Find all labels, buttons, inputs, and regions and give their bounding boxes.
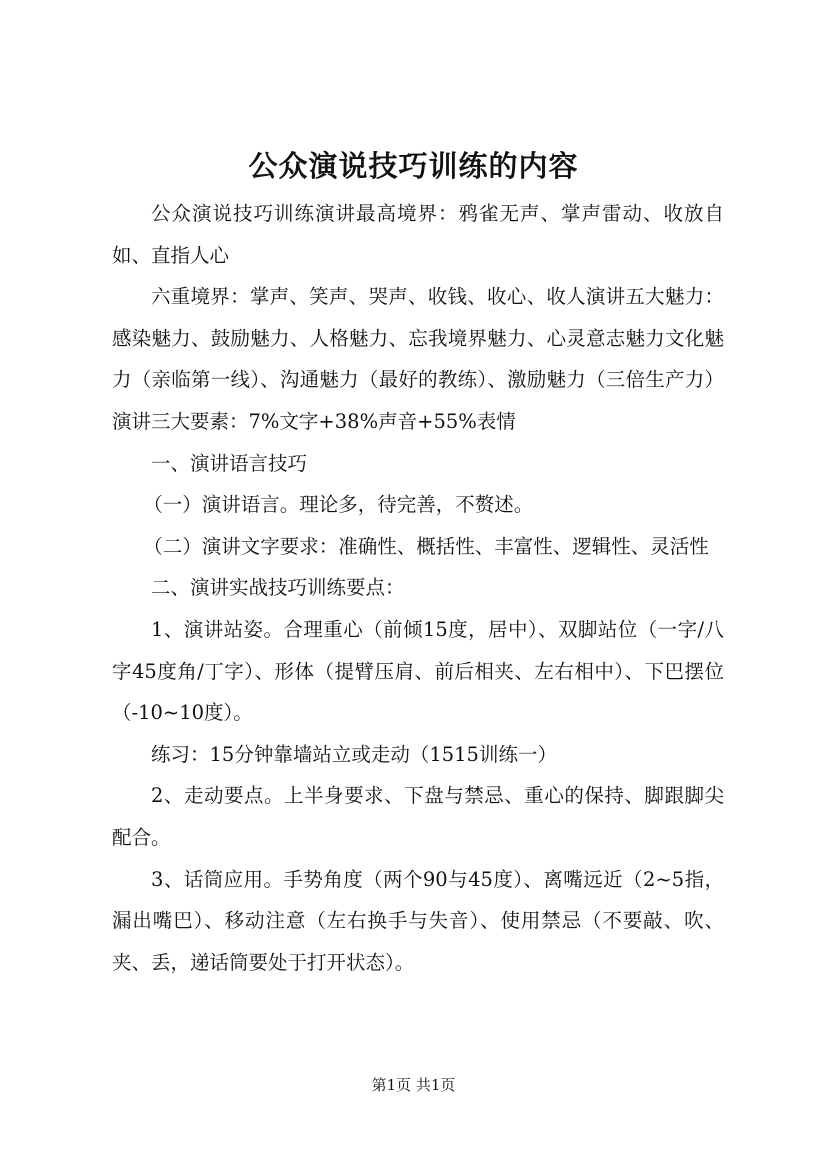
page-number-footer: 第1页 共1页 <box>371 1076 456 1094</box>
paragraph-microphone-use: 3、话筒应用。手势角度（两个90与45度）、离嘴远近（2~5指，漏出嘴巴）、移动注意（左右换手与失音）、使用禁忌（不要敲、吹、夹、丢，递话筒要处于打开状态）。 <box>112 867 724 974</box>
paragraph-practice: 练习：15分钟靠墙站立或走动（1515训练一） <box>151 742 557 766</box>
paragraph-six-realms: 六重境界：掌声、笑声、哭声、收钱、收心、收人演讲五大魅力：感染魅力、鼓励魅力、人格魅力、忘我境界魅力、心灵意志魅力文化魅力（亲临第一线）、沟通魅力（最好的教练）、激励魅力（三倍生产力）演讲三大要素：7%文字+38%声音+55%表情 <box>112 285 724 433</box>
paragraph-walking-points: 2、走动要点。上半身要求、下盘与禁忌、重心的保持、脚跟脚尖配合。 <box>112 784 724 849</box>
paragraph-speech-language: （一）演讲语言。理论多，待完善，不赘述。 <box>143 493 534 517</box>
paragraph-text-requirements: （二）演讲文字要求：准确性、概括性、丰富性、逻辑性、灵活性 <box>143 534 709 558</box>
section-heading-practical-skills: 二、演讲实战技巧训练要点： <box>151 576 405 600</box>
paragraph-highest-realm: 公众演说技巧训练演讲最高境界：鸦雀无声、掌声雷动、收放自如、直指人心 <box>112 202 724 267</box>
document-title: 公众演说技巧训练的内容 <box>248 149 579 183</box>
document-body <box>112 193 724 983</box>
section-heading-language-skills: 一、演讲语言技巧 <box>151 451 308 475</box>
paragraph-standing-posture: 1、演讲站姿。合理重心（前倾15度，居中）、双脚站位（一字/八字45度角/丁字）、形体（提臂压肩、前后相夹、左右相中）、下巴摆位（-10~10度）。 <box>112 617 724 725</box>
